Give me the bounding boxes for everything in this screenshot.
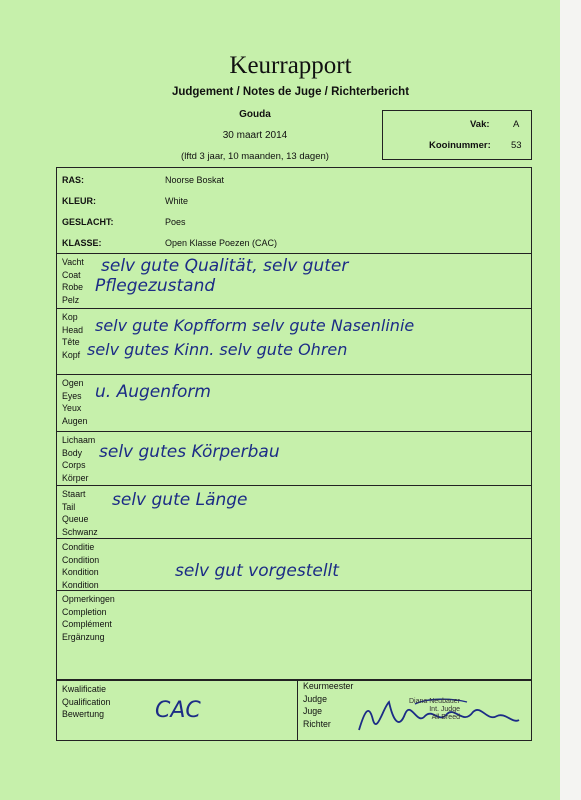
row-divider [57,590,531,591]
field-label-kleur: KLEUR: [62,196,96,206]
handwritten-note-kop-2: selv gutes Kinn. selv gute Ohren [87,340,348,359]
handwritten-note-vacht-1: selv gute Qualität, selv guter [101,256,349,276]
row-divider [57,308,531,309]
field-label-ras: RAS: [62,175,84,185]
section-labels-ogen: Ogen Eyes Yeux Augen [62,378,88,426]
section-labels-opmerkingen: Opmerkingen Completion Complément Ergänzung [62,594,115,642]
section-labels-vacht: Vacht Coat Robe Pelz [62,257,84,305]
column-divider [297,680,298,740]
field-value-kleur: White [165,196,189,206]
handwritten-note-conditie: selv gut vorgestellt [175,561,339,581]
cage-info-box [382,110,532,160]
section-labels-conditie: Conditie Condition Kondition Kondition [62,542,100,590]
field-value-ras: Noorse Boskat [165,175,225,185]
show-city: Gouda [239,109,271,120]
section-labels-lichaam: Lichaam Body Corps Körper [62,435,96,483]
report-title: Keurrapport [229,52,352,79]
kooinummer-label: Kooinummer: [429,140,491,151]
show-date: 30 maart 2014 [222,130,288,141]
handwritten-note-kop-1: selv gute Kopfform selv gute Nasenlinie [95,316,415,335]
row-divider [57,431,531,432]
handwritten-note-lichaam: selv gutes Körperbau [99,442,280,462]
judge-labels: Keurmeester Judge Juge Richter [303,681,354,729]
vak-label: Vak: [470,119,490,130]
handwritten-note-ogen: u. Augenform [95,382,211,402]
field-label-geslacht: GESLACHT: [62,217,114,227]
section-labels-kop: Kop Head Tête Kopf [62,312,84,360]
section-labels-staart: Staart Tail Queue Schwanz [62,489,98,537]
handwritten-note-vacht-2: Pflegezustand [95,276,216,296]
row-divider [57,374,531,375]
report-subtitle: Judgement / Notes de Juge / Richterbericht [171,86,410,98]
qualification-labels: Kwalificatie Qualification Bewertung [62,684,111,720]
row-divider [57,538,531,539]
judgement-table [56,167,532,681]
cat-age: (lftd 3 jaar, 10 maanden, 13 dagen) [181,151,329,162]
row-divider [57,485,531,486]
judge-stamp: Diana Neubauer Int. Judge All Breed [409,698,460,721]
field-label-klasse: KLASSE: [62,238,102,248]
qualification-judge-box [56,679,532,741]
scan-margin [560,0,581,800]
field-value-geslacht: Poes [165,217,186,227]
row-divider [57,253,531,254]
handwritten-qualification: CAC [155,698,201,723]
kooinummer-value: 53 [511,140,522,151]
vak-value: A [513,119,520,130]
handwritten-note-staart: selv gute Länge [112,490,248,510]
field-value-klasse: Open Klasse Poezen (CAC) [165,238,278,248]
